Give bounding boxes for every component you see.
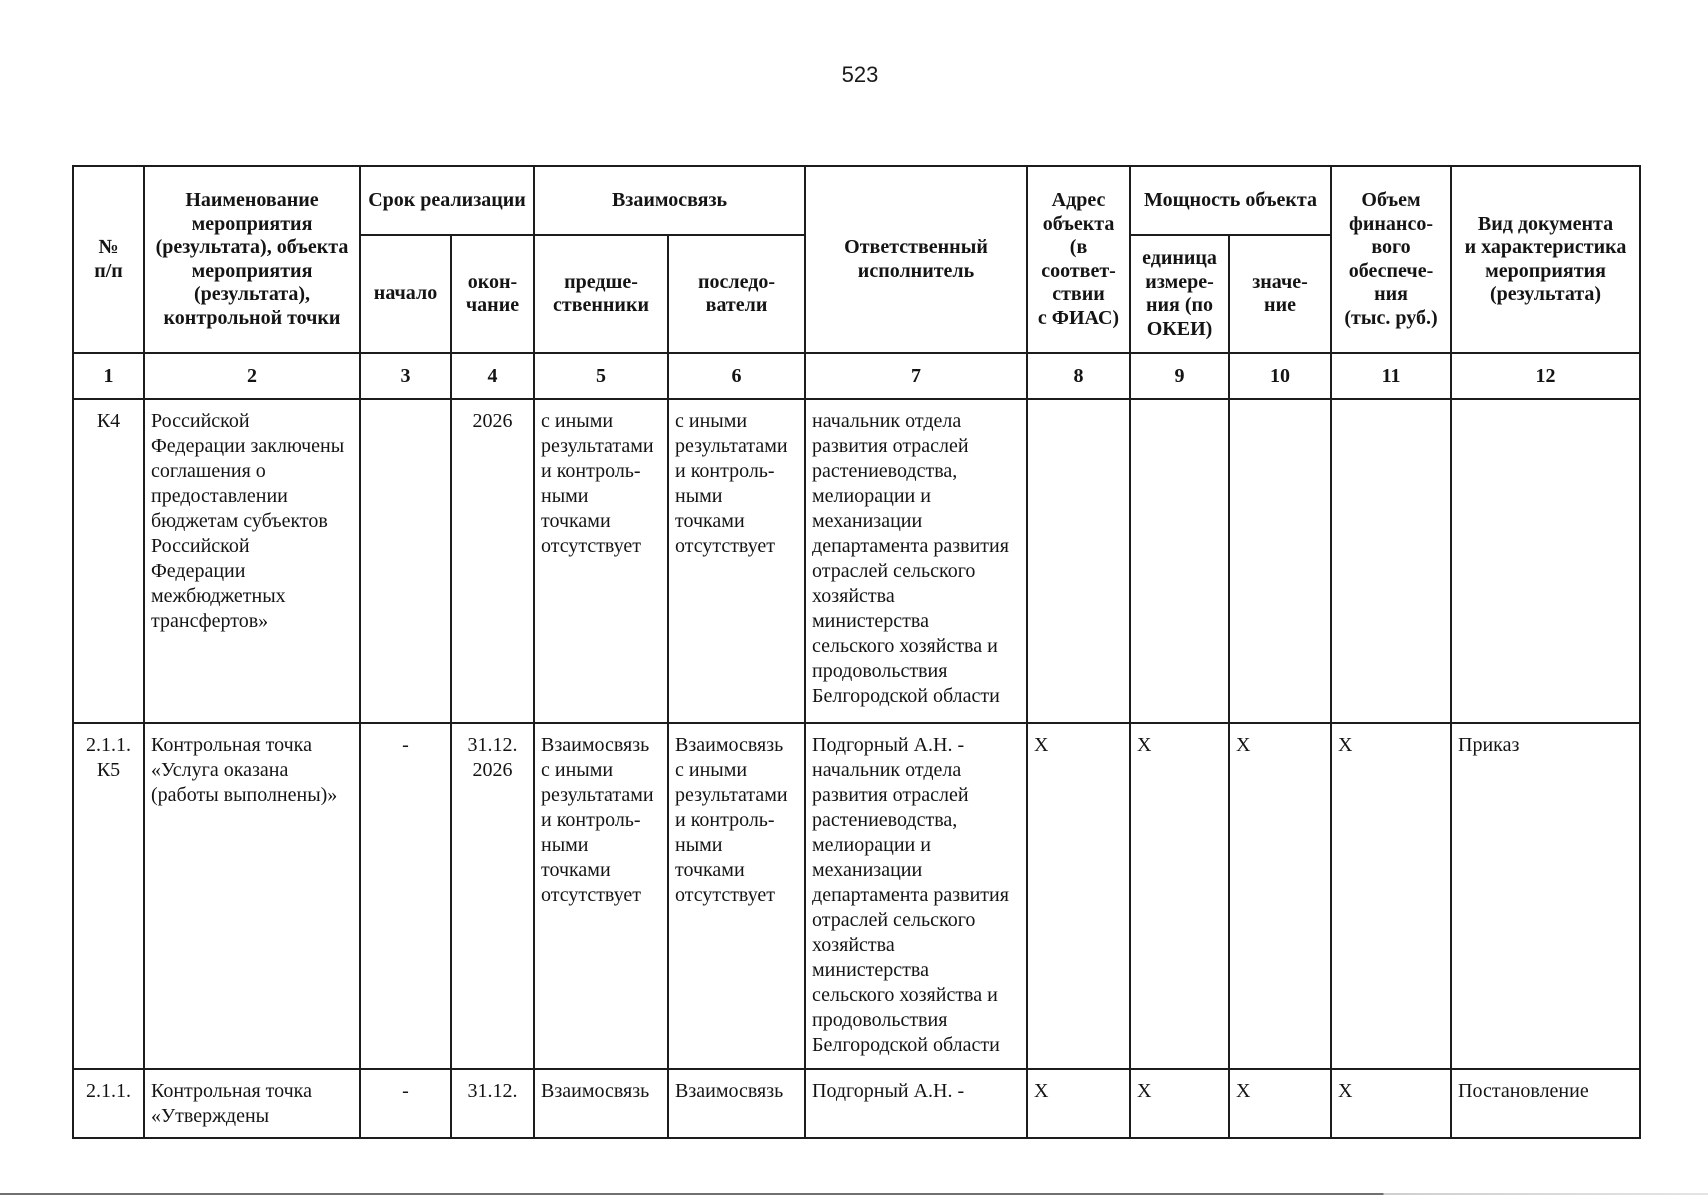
column-number: 2	[144, 353, 360, 399]
address-cell: X	[1027, 723, 1130, 1069]
header-capacity-value: значе- ние	[1229, 235, 1331, 353]
funding-cell	[1331, 399, 1451, 723]
address-cell	[1027, 399, 1130, 723]
header-term-group: Срок реализации	[360, 166, 534, 235]
capacity-value-cell: X	[1229, 723, 1331, 1069]
address-cell: X	[1027, 1069, 1130, 1138]
column-number: 3	[360, 353, 451, 399]
column-number: 6	[668, 353, 805, 399]
header-capacity-group: Мощность объекта	[1130, 166, 1331, 235]
column-number: 10	[1229, 353, 1331, 399]
funding-cell: X	[1331, 1069, 1451, 1138]
name-cell: Российской Федерации заключены соглашения о предоставлении бюджетам субъектов Российской Федерации межбюджетных трансфертов»	[144, 399, 360, 723]
header-funding: Объем финансо- вого обеспече- ния (тыс. руб.)	[1331, 166, 1451, 353]
scan-edge-line	[0, 1193, 1708, 1195]
column-number-row	[73, 353, 1640, 399]
row-number-cell: 2.1.1.	[73, 1069, 144, 1138]
column-number: 12	[1451, 353, 1640, 399]
predecessors-cell: Взаимосвязь	[534, 1069, 668, 1138]
header-link-group: Взаимосвязь	[534, 166, 805, 235]
document-type-cell: Приказ	[1451, 723, 1640, 1069]
document-type-cell: Постановление	[1451, 1069, 1640, 1138]
header-responsible: Ответственный исполнитель	[805, 166, 1027, 353]
capacity-value-cell: X	[1229, 1069, 1331, 1138]
name-cell: Контрольная точка «Утверждены	[144, 1069, 360, 1138]
table-row	[73, 1069, 1640, 1138]
column-number: 5	[534, 353, 668, 399]
name-cell: Контрольная точка «Услуга оказана (работы выполнены)»	[144, 723, 360, 1069]
capacity-unit-cell: X	[1130, 1069, 1229, 1138]
column-number: 7	[805, 353, 1027, 399]
responsible-cell: Подгорный А.Н. - начальник отдела развития отраслей растениеводства, мелиорации и механизации департамента развития отраслей сельского хозяйства министерства сельского хозяйства и продовольствия Белгородской области	[805, 723, 1027, 1069]
end-date-cell: 31.12.	[451, 1069, 534, 1138]
column-number: 1	[73, 353, 144, 399]
predecessors-cell: Взаимосвязь с иными результатами и контроль- ными точками отсутствует	[534, 723, 668, 1069]
column-number: 8	[1027, 353, 1130, 399]
successors-cell: с иными результатами и контроль- ными точками отсутствует	[668, 399, 805, 723]
header-term-end: окон- чание	[451, 235, 534, 353]
page-number: 523	[841, 62, 879, 87]
capacity-unit-cell: X	[1130, 723, 1229, 1069]
document-table	[72, 165, 1641, 1139]
row-number-cell: 2.1.1. К5	[73, 723, 144, 1069]
header-address: Адрес объекта (в соответ- ствии с ФИАС)	[1027, 166, 1130, 353]
end-date-cell: 2026	[451, 399, 534, 723]
successors-cell: Взаимосвязь	[668, 1069, 805, 1138]
table-row	[73, 399, 1640, 723]
start-date-cell	[360, 399, 451, 723]
header-row	[73, 166, 1640, 235]
document-type-cell	[1451, 399, 1640, 723]
start-date-cell: -	[360, 1069, 451, 1138]
responsible-cell: начальник отдела развития отраслей растениеводства, мелиорации и механизации департамента развития отраслей сельского хозяйства министерства сельского хозяйства и продовольствия Белгородской области	[805, 399, 1027, 723]
funding-cell: X	[1331, 723, 1451, 1069]
end-date-cell: 31.12. 2026	[451, 723, 534, 1069]
column-number: 11	[1331, 353, 1451, 399]
successors-cell: Взаимосвязь с иными результатами и контроль- ными точками отсутствует	[668, 723, 805, 1069]
header-number: № п/п	[73, 166, 144, 353]
header-term-start: начало	[360, 235, 451, 353]
start-date-cell: -	[360, 723, 451, 1069]
capacity-value-cell	[1229, 399, 1331, 723]
header-capacity-unit: единица измере- ния (по ОКЕИ)	[1130, 235, 1229, 353]
column-number: 9	[1130, 353, 1229, 399]
header-document: Вид документа и характеристика мероприятия (результата)	[1451, 166, 1640, 353]
table-row	[73, 723, 1640, 1069]
row-number-cell: К4	[73, 399, 144, 723]
responsible-cell: Подгорный А.Н. -	[805, 1069, 1027, 1138]
capacity-unit-cell	[1130, 399, 1229, 723]
header-link-predecessors: предше- ственники	[534, 235, 668, 353]
header-link-successors: последо- ватели	[668, 235, 805, 353]
predecessors-cell: с иными результатами и контроль- ными точками отсутствует	[534, 399, 668, 723]
column-number: 4	[451, 353, 534, 399]
header-name: Наименование мероприятия (результата), объекта мероприятия (результата), контрольной точки	[144, 166, 360, 353]
